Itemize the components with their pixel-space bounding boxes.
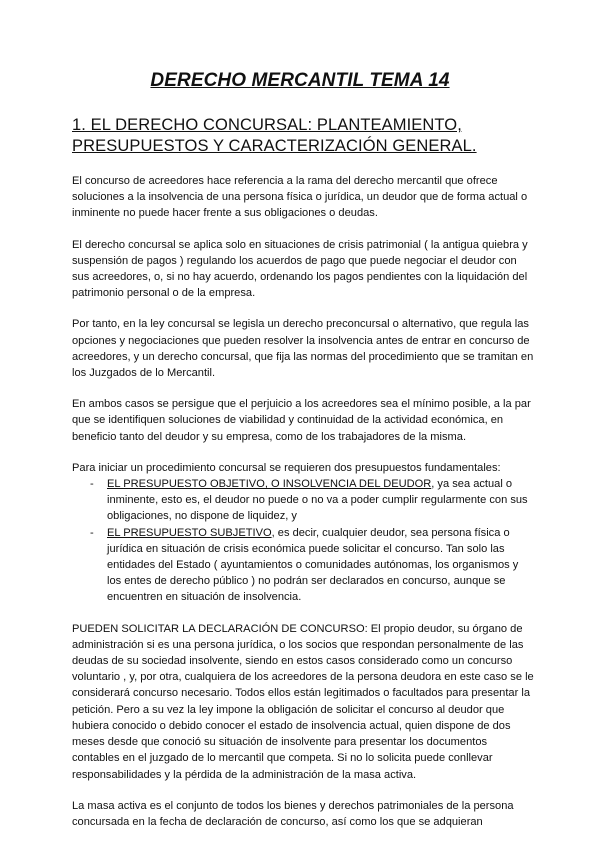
requirements-intro: Para iniciar un procedimiento concursal se requieren dos presupuestos fundamentales: — [72, 461, 501, 474]
requirement-text: , es decir, cualquier deudor, sea persona física o jurídica en situación de crisis económica puede solicitar el concurso. Tan solo las entidades del Estado ( ayuntamientos o comunidades autónomas, los organismos y los entes de derecho público ) no podrán ser declarados en concurso, aunque se encuentren en situación de insolvencia. — [107, 526, 519, 604]
requirement-term: EL PRESUPUESTO OBJETIVO, O INSOLVENCIA DEL DEUDOR — [107, 478, 432, 491]
requirement-item-subjective — [72, 525, 534, 606]
document-body — [72, 173, 534, 845]
document-title: DERECHO MERCANTIL TEMA 14 — [150, 70, 450, 91]
requirement-text: , ya sea actual o inminente, esto es, el deudor no puede o no va a poder cumplir regularmente con sus obligaciones, no dispone de liquidez, y — [107, 478, 528, 523]
paragraph-solicitation: PUEDEN SOLICITAR LA DECLARACIÓN DE CONCURSO: El propio deudor, su órgano de administración si es una persona jurídica, o los socios que respondan personalmente de las deudas de su sociedad insolvente, siendo en estos casos considerado como un concurso voluntario , y, por otra, cualquiera de los acreedores de la persona deudora en este caso se le considerará concurso necesario. Todos ellos están legitimados o facultados para presentar la petición. Pero a su vez la ley impone la obligación de solicitar el concurso al deudor que hubiera conocido o debido conocer el estado de insolvencia actual, quien dispone de dos meses desde que conoció su situación de insolvente para presentar los documentos contables en el juzgado de lo mercantil que competa. Si no lo solicita puede conllevar responsabilidades y la pérdida de la administración de la masa activa. — [72, 622, 534, 781]
bullet-dash: - — [90, 478, 94, 491]
paragraph-preconcursal: Por tanto, en la ley concursal se legisla un derecho preconcursal o alternativo, que regula las opciones y negociaciones que pueden resolver la insolvencia antes de entrar en concurso de acreedores, y un derecho concursal, que fija las normas del procedimiento que se tramitan en los Juzgados de lo Mercantil. — [72, 318, 534, 380]
bullet-dash: - — [90, 526, 94, 539]
paragraph-masa-activa: La masa activa es el conjunto de todos los bienes y derechos patrimoniales de la persona concursada en la fecha de declaración de concurso, así como los que se adquieran — [72, 799, 514, 828]
section-heading: 1. EL DERECHO CONCURSAL: PLANTEAMIENTO, PRESUPUESTOS Y CARACTERIZACIÓN GENERAL. — [72, 116, 477, 155]
requirements-list — [72, 476, 534, 606]
paragraph-intro: El concurso de acreedores hace referencia a la rama del derecho mercantil que ofrece soluciones a la insolvencia de una persona física o jurídica, un deudor que de forma actual o inminente no puede hacer frente a sus obligaciones o deudas. — [72, 175, 528, 220]
requirement-item-objective — [72, 476, 534, 525]
paragraph-scope: El derecho concursal se aplica solo en situaciones de crisis patrimonial ( la antigua quiebra y suspensión de pagos ) regulando los acuerdos de pago que puede negociar el deudor con sus acreedores, o, si no hay acuerdo, ordenando los pagos pendientes con la liquidación del patrimonio personal o de la empresa. — [72, 238, 528, 300]
requirement-term: EL PRESUPUESTO SUBJETIVO — [107, 526, 272, 539]
paragraph-objective: En ambos casos se persigue que el perjuicio a los acreedores sea el mínimo posible, a la par que se identifiquen soluciones de viabilidad y continuidad de la actividad económica, en beneficio tanto del deudor y su empresa, como de los trabajadores de la misma. — [72, 398, 531, 443]
